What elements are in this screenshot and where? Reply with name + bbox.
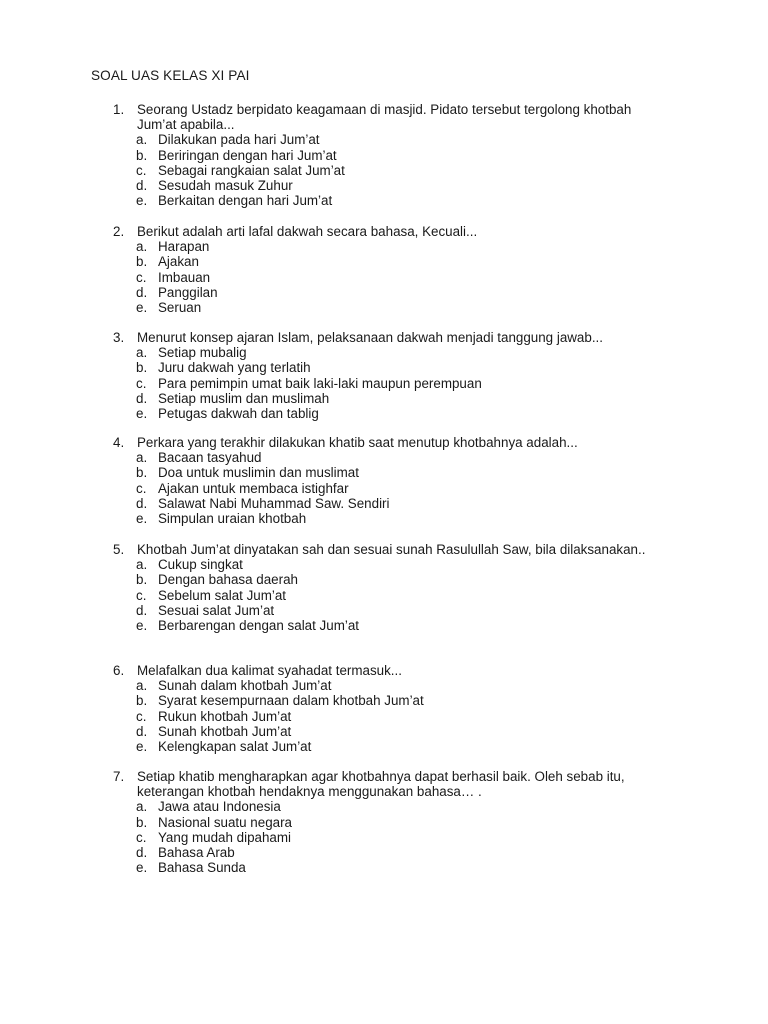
option-text: Ajakan untuk membaca istighfar — [158, 480, 349, 496]
option-letter: c. — [136, 480, 147, 496]
option-b — [113, 254, 673, 269]
question-6 — [113, 663, 673, 754]
option-text: Ajakan — [158, 254, 199, 270]
option-text: Harapan — [158, 239, 210, 255]
option-letter: d. — [136, 390, 148, 406]
option-letter: d. — [136, 284, 148, 300]
option-a — [113, 239, 673, 254]
option-letter: e. — [136, 511, 148, 527]
option-text: Yang mudah dipahami — [158, 829, 292, 845]
option-b — [113, 148, 673, 163]
option-e — [113, 511, 673, 526]
option-letter: a. — [136, 132, 148, 148]
option-text: Jawa atau Indonesia — [158, 799, 281, 815]
option-d — [113, 845, 673, 860]
option-e — [113, 193, 673, 208]
option-letter: b. — [136, 814, 148, 830]
question-text: Perkara yang terakhir dilakukan khatib saat menutup khotbahnya adalah... — [137, 435, 578, 450]
question-2 — [113, 224, 673, 315]
question-stem — [113, 435, 673, 450]
option-text: Sesudah masuk Zuhur — [158, 178, 293, 194]
question-stem — [113, 102, 673, 132]
option-letter: b. — [136, 147, 148, 163]
option-text: Salawat Nabi Muhammad Saw. Sendiri — [158, 495, 390, 511]
option-a — [113, 345, 673, 360]
option-letter: c. — [136, 708, 147, 724]
question-number: 5. — [113, 542, 125, 557]
question-stem — [113, 330, 673, 345]
question-number: 3. — [113, 330, 125, 345]
option-letter: a. — [136, 239, 148, 255]
option-text: Dengan bahasa daerah — [158, 572, 298, 588]
option-text: Sebelum salat Jum’at — [158, 587, 287, 603]
option-letter: e. — [136, 406, 148, 422]
option-text: Petugas dakwah dan tablig — [158, 406, 319, 422]
option-letter: e. — [136, 193, 148, 209]
question-text: Seorang Ustadz berpidato keagamaan di masjid. Pidato tersebut tergolong khotbah Jum’at apabila... — [137, 102, 632, 133]
option-letter: c. — [136, 162, 147, 178]
option-c — [113, 588, 673, 603]
option-d — [113, 178, 673, 193]
option-text: Setiap mubalig — [158, 345, 247, 361]
option-letter: e. — [136, 739, 148, 755]
option-a — [113, 678, 673, 693]
option-d — [113, 603, 673, 618]
option-e — [113, 406, 673, 421]
option-text: Berkaitan dengan hari Jum’at — [158, 193, 333, 209]
option-list — [113, 239, 673, 315]
option-text: Syarat kesempurnaan dalam khotbah Jum’at — [158, 693, 424, 709]
option-list — [113, 799, 673, 875]
option-text: Nasional suatu negara — [158, 814, 292, 830]
question-text: Setiap khatib mengharapkan agar khotbahnya dapat berhasil baik. Oleh sebab itu, keterangan khotbah hendaknya menggunakan bahasa… . — [137, 769, 625, 800]
option-e — [113, 300, 673, 315]
option-text: Panggilan — [158, 284, 218, 300]
option-a — [113, 450, 673, 465]
option-letter: b. — [136, 572, 148, 588]
question-stem — [113, 663, 673, 678]
option-letter: a. — [136, 450, 148, 466]
option-d — [113, 391, 673, 406]
option-c — [113, 830, 673, 845]
option-d — [113, 496, 673, 511]
question-number: 7. — [113, 769, 125, 784]
option-letter: d. — [136, 495, 148, 511]
option-letter: b. — [136, 693, 148, 709]
question-4 — [113, 435, 673, 526]
question-stem — [113, 224, 673, 239]
option-letter: e. — [136, 300, 148, 316]
option-letter: e. — [136, 860, 148, 876]
option-b — [113, 465, 673, 480]
option-text: Seruan — [158, 300, 202, 316]
question-5 — [113, 542, 673, 633]
option-list — [113, 557, 673, 633]
question-stem — [113, 769, 673, 799]
option-e — [113, 618, 673, 633]
option-text: Rukun khotbah Jum’at — [158, 708, 292, 724]
option-letter: c. — [136, 829, 147, 845]
option-letter: a. — [136, 345, 148, 361]
question-number: 1. — [113, 102, 125, 117]
question-number: 2. — [113, 224, 125, 239]
option-letter: d. — [136, 178, 148, 194]
option-letter: a. — [136, 799, 148, 815]
option-text: Doa untuk muslimin dan muslimat — [158, 465, 359, 481]
question-text: Berikut adalah arti lafal dakwah secara bahasa, Kecuali... — [137, 224, 478, 239]
option-e — [113, 860, 673, 875]
option-a — [113, 557, 673, 572]
option-list — [113, 345, 673, 421]
option-a — [113, 799, 673, 814]
option-letter: d. — [136, 723, 148, 739]
question-number: 4. — [113, 435, 125, 450]
option-c — [113, 270, 673, 285]
option-text: Sunah dalam khotbah Jum’at — [158, 678, 332, 694]
question-number: 6. — [113, 663, 125, 678]
option-c — [113, 709, 673, 724]
option-text: Kelengkapan salat Jum’at — [158, 739, 312, 755]
option-text: Beriringan dengan hari Jum’at — [158, 147, 337, 163]
option-letter: b. — [136, 360, 148, 376]
option-text: Sebagai rangkaian salat Jum’at — [158, 162, 345, 178]
option-b — [113, 815, 673, 830]
option-list — [113, 678, 673, 754]
option-d — [113, 724, 673, 739]
question-text: Menurut konsep ajaran Islam, pelaksanaan dakwah menjadi tanggung jawab... — [137, 330, 603, 345]
option-c — [113, 481, 673, 496]
option-text: Sesuai salat Jum’at — [158, 602, 275, 618]
option-d — [113, 285, 673, 300]
option-text: Bahasa Sunda — [158, 860, 246, 876]
option-letter: a. — [136, 557, 148, 573]
option-a — [113, 132, 673, 147]
option-text: Imbauan — [158, 269, 211, 285]
option-text: Bacaan tasyahud — [158, 450, 262, 466]
question-1 — [113, 102, 673, 208]
option-text: Bahasa Arab — [158, 845, 235, 861]
option-c — [113, 376, 673, 391]
option-e — [113, 739, 673, 754]
option-b — [113, 572, 673, 587]
question-7 — [113, 769, 673, 875]
question-stem — [113, 542, 673, 557]
option-letter: d. — [136, 845, 148, 861]
question-text: Khotbah Jum’at dinyatakan sah dan sesuai sunah Rasulullah Saw, bila dilaksanakan.. — [137, 542, 646, 557]
option-text: Berbarengan dengan salat Jum’at — [158, 618, 359, 634]
option-text: Para pemimpin umat baik laki-laki maupun perempuan — [158, 375, 482, 391]
option-letter: b. — [136, 465, 148, 481]
question-text: Melafalkan dua kalimat syahadat termasuk... — [137, 663, 402, 678]
option-letter: a. — [136, 678, 148, 694]
option-list — [113, 132, 673, 208]
option-letter: c. — [136, 269, 147, 285]
question-3 — [113, 330, 673, 421]
option-list — [113, 450, 673, 526]
option-text: Cukup singkat — [158, 557, 243, 573]
option-text: Juru dakwah yang terlatih — [158, 360, 311, 376]
option-text: Sunah khotbah Jum’at — [158, 723, 292, 739]
option-letter: c. — [136, 375, 147, 391]
option-b — [113, 693, 673, 708]
document-title: SOAL UAS KELAS XI PAI — [91, 68, 250, 83]
option-c — [113, 163, 673, 178]
option-letter: d. — [136, 602, 148, 618]
option-text: Simpulan uraian khotbah — [158, 511, 307, 527]
option-letter: b. — [136, 254, 148, 270]
option-b — [113, 360, 673, 375]
option-letter: c. — [136, 587, 147, 603]
option-text: Setiap muslim dan muslimah — [158, 390, 330, 406]
option-text: Dilakukan pada hari Jum’at — [158, 132, 320, 148]
option-letter: e. — [136, 618, 148, 634]
